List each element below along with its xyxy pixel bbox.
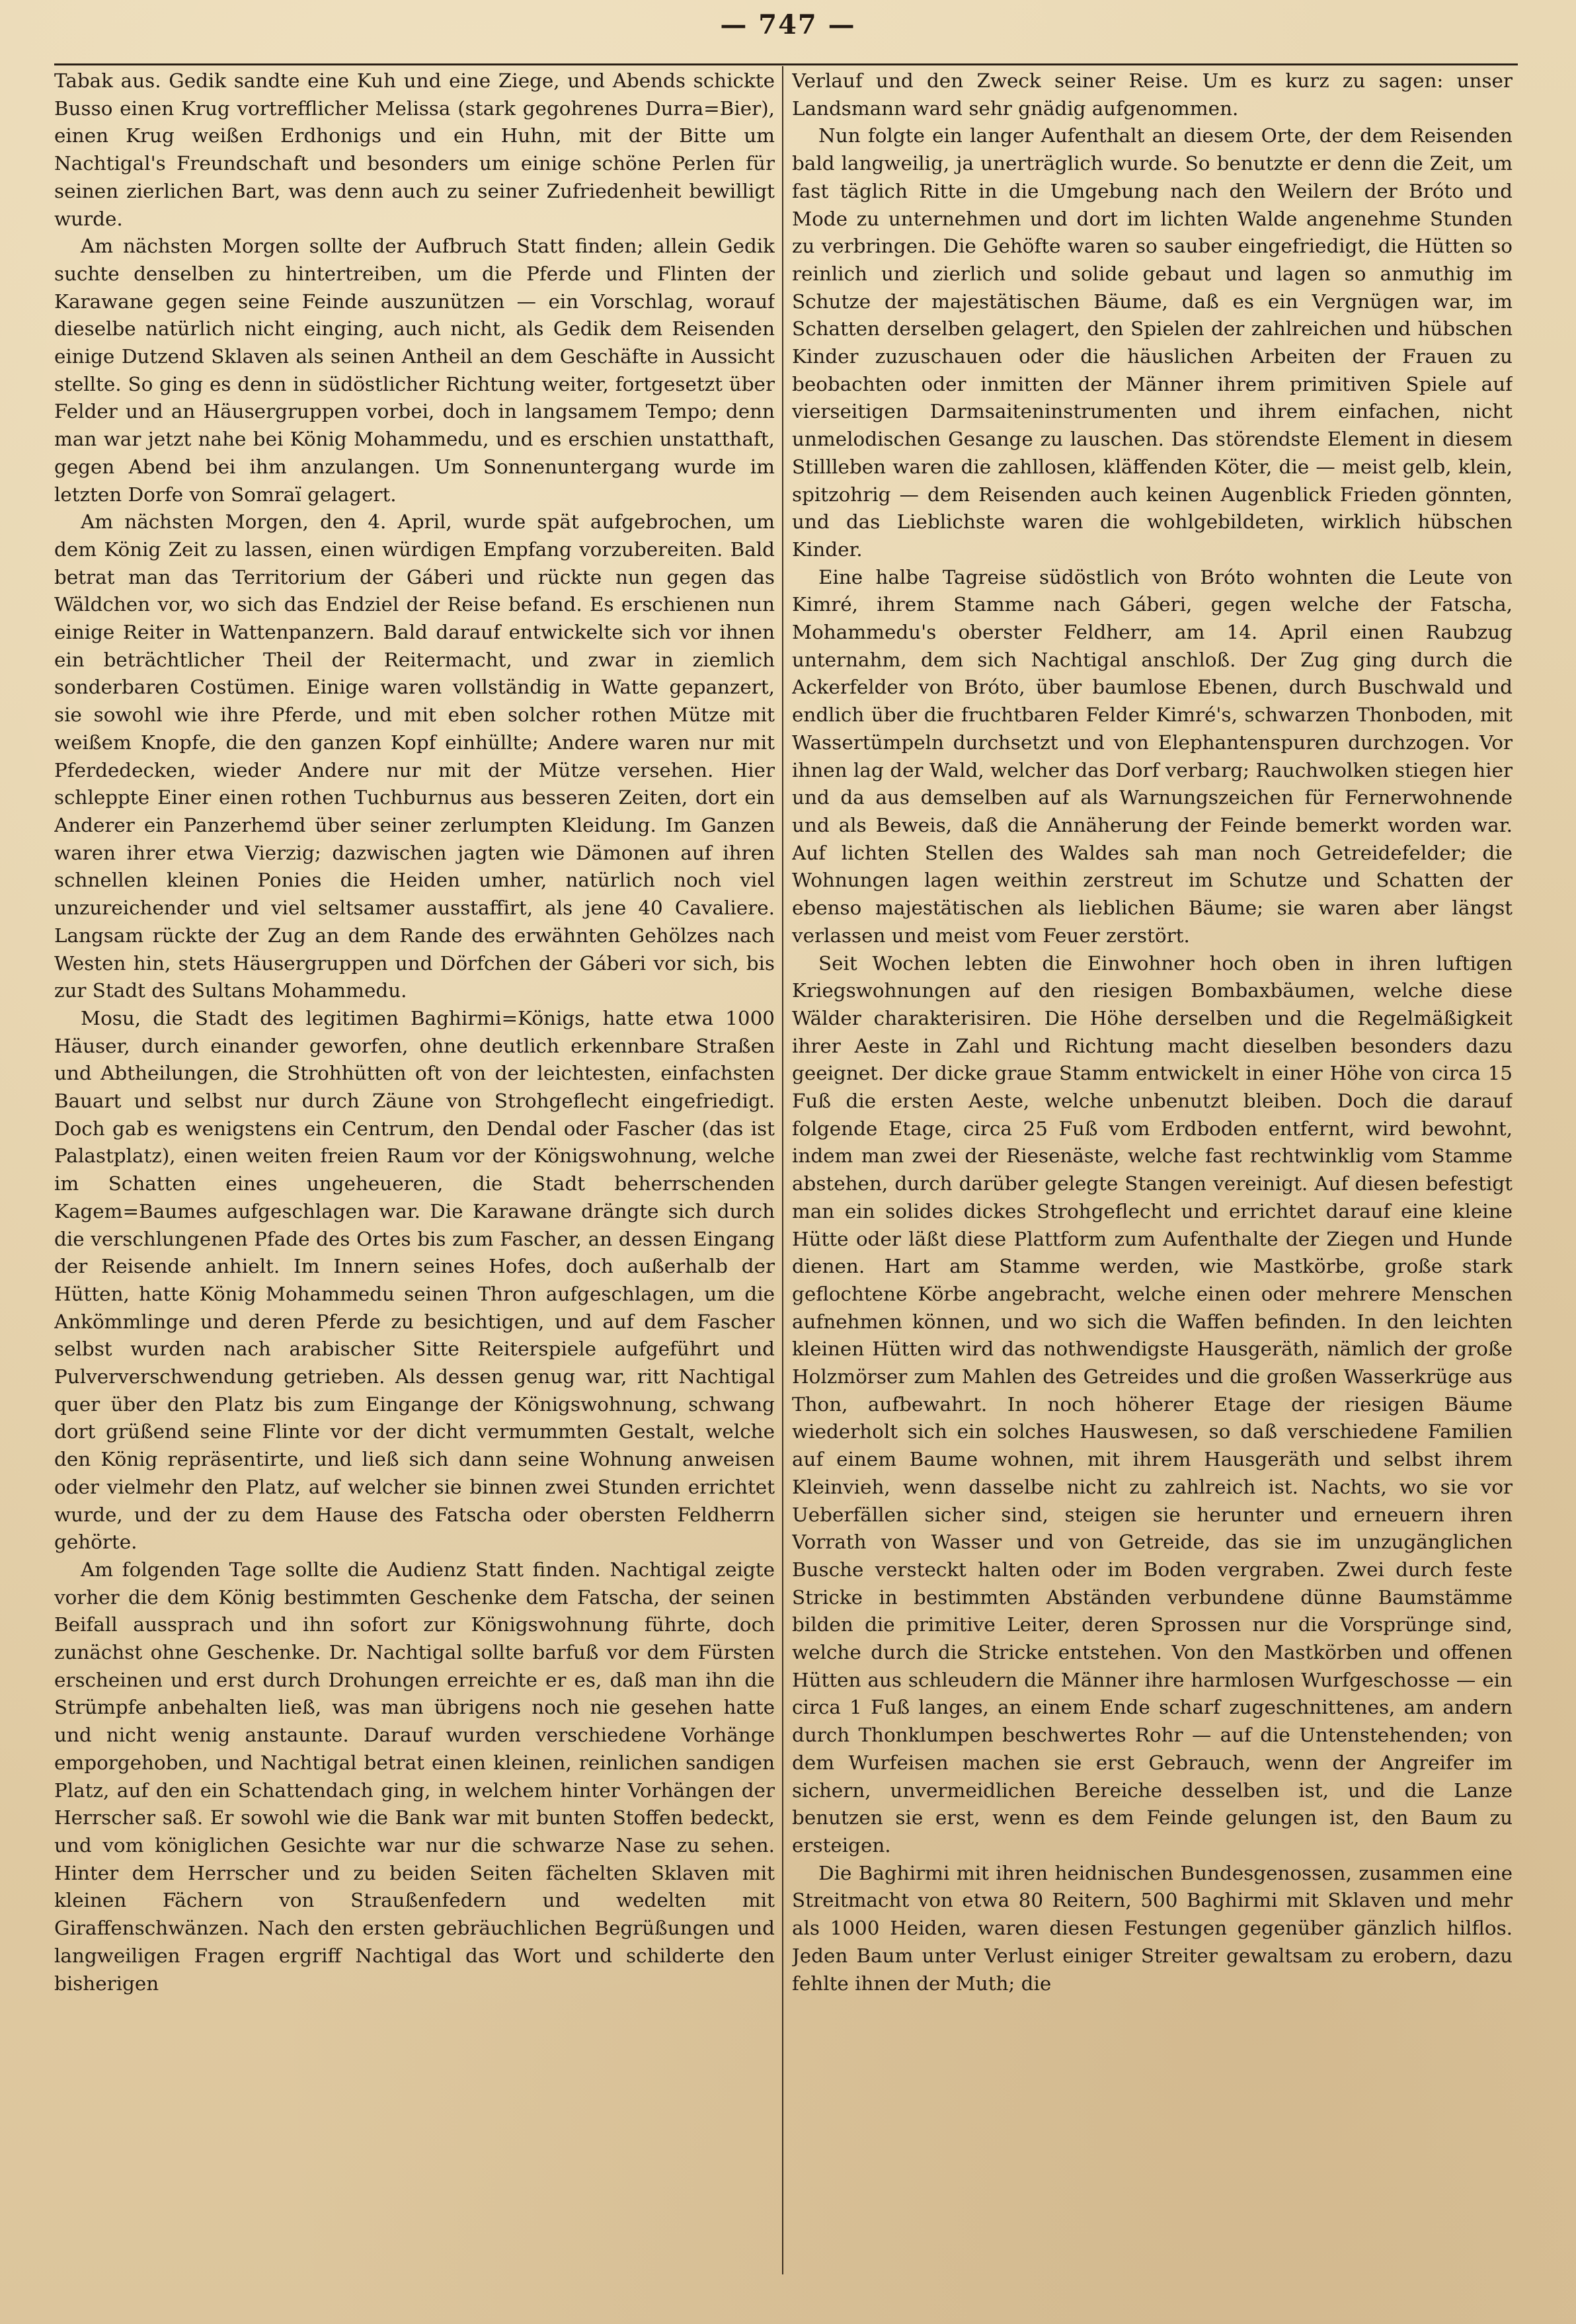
header-rule [54, 63, 1518, 65]
paragraph-left-3: Am nächsten Morgen, den 4. April, wurde spät aufgebrochen, um dem König Zeit zu lassen, einen würdigen Empfang vorzubereiten. Bald betrat man das Territorium der Gáberi und rückte nun gegen das Wäldchen vor, wo sich das Endziel der Reise befand. Es erschienen nun einige Reiter in Wattenpanzern. Bald darauf entwickelte sich vor ihnen ein beträchtlicher Theil der Reitermacht, und zwar in ziemlich sonderbaren Costümen. Einige waren vollständig in Watte gepanzert, sie sowohl wie ihre Pferde, und mit eben solcher rothen Mütze mit weißem Knopfe, die den ganzen Kopf einhüllte; Andere waren nur mit Pferdedecken, wieder Andere nur mit der Mütze versehen. Hier schleppte Einer einen rothen Tuchburnus aus besseren Zeiten, dort ein Anderer ein Panzerhemd über seiner zerlumpten Kleidung. Im Ganzen waren ihrer etwa Vierzig; dazwischen jagten wie Dämonen auf ihren schnellen kleinen Ponies die Heiden umher, natürlich noch viel unzureichender und viel seltsamer ausstaffirt, als jene 40 Cavaliere. Langsam rückte der Zug an dem Rande des erwähnten Gehölzes nach Westen hin, stets Häusergruppen und Dörfchen der Gáberi vor sich, bis zur Stadt des Sultans Mohammedu. [54, 510, 775, 1002]
page-number: — 747 — [720, 9, 856, 40]
paragraph-left-1: Tabak aus. Gedik sandte eine Kuh und eine Ziege, und Abends schickte Busso einen Krug vortrefflicher Melissa (stark gegohrenes Durra=Bier), einen Krug weißen Erdhonigs und ein Huhn, mit der Bitte um Nachtigal's Freundschaft und besonders um einige schöne Perlen für seinen zierlichen Bart, was denn auch zu seiner Zufriedenheit bewilligt wurde. [54, 69, 775, 230]
left-column [54, 67, 775, 2276]
paragraph-right-1: Verlauf und den Zweck seiner Reise. Um es kurz zu sagen: unser Landsmann ward sehr gnädig aufgenommen. [792, 69, 1513, 120]
right-column [792, 67, 1513, 2276]
column-divider [782, 66, 783, 2274]
paragraph-left-2: Am nächsten Morgen sollte der Aufbruch Statt finden; allein Gedik suchte denselben zu hintertreiben, um die Pferde und Flinten der Karawane gegen seine Feinde auszunützen — ein Vorschlag, worauf dieselbe natürlich nicht einging, auch nicht, als Gedik dem Reisenden einige Dutzend Sklaven als seinen Antheil an dem Geschäfte in Aussicht stellte. So ging es denn in südöstlicher Richtung weiter, fortgesetzt über Felder und an Häusergruppen vorbei, doch in langsamem Tempo; denn man war jetzt nahe bei König Mohammedu, und es erschien unstatthaft, gegen Abend bei ihm anzulangen. Um Sonnenuntergang wurde im letzten Dorfe von Somraï gelagert. [54, 235, 775, 506]
paragraph-right-5: Die Baghirmi mit ihren heidnischen Bundesgenossen, zusammen eine Streitmacht von etwa 80 Reitern, 500 Baghirmi mit Sklaven und mehr als 1000 Heiden, waren diesen Festungen gegenüber gänzlich hilflos. Jeden Baum unter Verlust einiger Streiter gewaltsam zu erobern, dazu fehlte ihnen der Muth; die [792, 1861, 1513, 1995]
paragraph-left-4: Mosu, die Stadt des legitimen Baghirmi=Königs, hatte etwa 1000 Häuser, durch einander geworfen, ohne deutlich erkennbare Straßen und Abtheilungen, die Strohhütten oft von der leichtesten, einfachsten Bauart und selbst nur durch Zäune von Strohgeflecht eingefriedigt. Doch gab es wenigstens ein Centrum, den Dendal oder Fascher (das ist Palastplatz), einen weiten freien Raum vor der Königswohnung, welche im Schatten eines ungeheueren, die Stadt beherrschenden Kagem=Baumes aufgeschlagen war. Die Karawane drängte sich durch die verschlungenen Pfade des Ortes bis zum Fascher, an dessen Eingang der Reisende anhielt. Im Innern seines Hofes, doch außerhalb der Hütten, hatte König Mohammedu seinen Thron aufgeschlagen, um die Ankömmlinge und deren Pferde zu besichtigen, und auf dem Fascher selbst wurden nach arabischer Sitte Reiterspiele aufgeführt und Pulververschwendung getrieben. Als dessen genug war, ritt Nachtigal quer über den Platz bis zum Eingange der Königswohnung, schwang dort grüßend seine Flinte vor der dicht vermummten Gestalt, welche den König repräsentirte, und ließ sich dann seine Wohnung anweisen oder vielmehr den Platz, auf welcher sie binnen zwei Stunden errichtet wurde, und der zu dem Hause des Fatscha oder obersten Feldherrn gehörte. [54, 1006, 775, 1554]
paragraph-right-3: Eine halbe Tagreise südöstlich von Bróto wohnten die Leute von Kimré, ihrem Stamme nach Gáberi, gegen welche der Fatscha, Mohammedu's oberster Feldherr, am 14. April einen Raubzug unternahm, dem sich Nachtigal anschloß. Der Zug ging durch die Ackerfelder von Bróto, über baumlose Ebenen, durch Buschwald und endlich über die fruchtbaren Felder Kimré's, schwarzen Thonboden, mit Wassertümpeln durchsetzt und von Elephantenspuren durchzogen. Vor ihnen lag der Wald, welcher das Dorf verbarg; Rauchwolken stiegen hier und da aus demselben auf als Warnungszeichen für Fernerwohnende und als Beweis, daß die Annäherung der Feinde bemerkt worden war. Auf lichten Stellen des Waldes sah man noch Getreidefelder; die Wohnungen lagen weithin zerstreut im Schutze und Schatten der ebenso majestätischen als lieblichen Bäume; sie waren aber längst verlassen und meist vom Feuer zerstört. [792, 565, 1513, 947]
paragraph-right-2: Nun folgte ein langer Aufenthalt an diesem Orte, der dem Reisenden bald langweilig, ja unerträglich wurde. So benutzte er denn die Zeit, um fast täglich Ritte in die Umgebung nach den Weilern der Bróto und Mode zu unternehmen und dort im lichten Walde angenehme Stunden zu verbringen. Die Gehöfte waren so sauber eingefriedigt, die Hütten so reinlich und zierlich und solide gebaut und lagen so anmuthig im Schutze der majestätischen Bäume, daß es ein Vergnügen war, im Schatten derselben gelagert, den Spielen der zahlreichen und hübschen Kinder zuzuschauen oder die häuslichen Arbeiten der Frauen zu beobachten oder inmitten der Männer ihrem primitiven Spiele auf vierseitigen Darmsaiteninstrumenten und ihrem einfachen, nicht unmelodischen Gesange zu lauschen. Das störendste Element in diesem Stillleben waren die zahllosen, kläffenden Köter, die — meist gelb, klein, spitzohrig — dem Reisenden auch keinen Augenblick Frieden gönnten, und das Lieblichste waren die wohlgebildeten, wirklich hübschen Kinder. [792, 124, 1513, 561]
paragraph-right-4: Seit Wochen lebten die Einwohner hoch oben in ihren luftigen Kriegswohnungen auf den riesigen Bombaxbäumen, welche diese Wälder charakterisiren. Die Höhe derselben und die Regelmäßigkeit ihrer Aeste in Zahl und Richtung macht dieselben besonders dazu geeignet. Der dicke graue Stamm entwickelt in einer Höhe von circa 15 Fuß die ersten Aeste, welche unbenutzt bleiben. Doch die darauf folgende Etage, circa 25 Fuß vom Erdboden entfernt, wird bewohnt, indem man zwei der Riesenäste, welche fast rechtwinklig vom Stamme abstehen, durch darüber gelegte Stangen vereinigt. Auf diesen befestigt man ein solides dickes Strohgeflecht und errichtet darauf eine kleine Hütte oder läßt diese Plattform zum Aufenthalte der Ziegen und Hunde dienen. Hart am Stamme werden, wie Mastkörbe, große stark geflochtene Körbe angebracht, welche einen oder mehrere Menschen aufnehmen können, und wo sich die Waffen befinden. In den leichten kleinen Hütten wird das nothwendigste Hausgeräth, nämlich der große Holzmörser zum Mahlen des Getreides und die großen Wasserkrüge aus Thon, aufbewahrt. In noch höherer Etage der riesigen Bäume wiederholt sich ein solches Hauswesen, so daß verschiedene Familien auf einem Baume wohnen, mit ihrem Hausgeräth und selbst ihrem Kleinvieh, wenn dasselbe nicht zu zahlreich ist. Nachts, wo sie vor Ueberfällen sicher sind, steigen sie herunter und erneuern ihren Vorrath von Wasser und von Getreide, das sie im unzugänglichen Busche versteckt halten oder im Boden vergraben. Zwei durch feste Stricke in bestimmten Abständen verbundene dünne Baumstämme bilden die primitive Leiter, deren Sprossen nur die Vorsprünge sind, welche durch die Stricke entstehen. Von den Mastkörben und offenen Hütten aus schleudern die Männer ihre harmlosen Wurfgeschosse — ein circa 1 Fuß langes, an einem Ende scharf zugeschnittenes, am andern durch Thonklumpen beschwertes Rohr — auf die Untenstehenden; von dem Wurfeisen machen sie erst Gebrauch, wenn der Angreifer im sichern, unvermeidlichen Bereiche desselben ist, und die Lanze benutzen sie erst, wenn es dem Feinde gelungen ist, den Baum zu ersteigen. [792, 951, 1513, 1857]
paragraph-left-5: Am folgenden Tage sollte die Audienz Statt finden. Nachtigal zeigte vorher die dem König bestimmten Geschenke dem Fatscha, der seinen Beifall aussprach und ihn sofort zur Königswohnung führte, doch zunächst ohne Geschenke. Dr. Nachtigal sollte barfuß vor dem Fürsten erscheinen und erst durch Drohungen erreichte er es, daß man ihn die Strümpfe anbehalten ließ, was man übrigens noch nie gesehen hatte und nicht wenig anstaunte. Darauf wurden verschiedene Vorhänge emporgehoben, und Nachtigal betrat einen kleinen, reinlichen sandigen Platz, auf den ein Schattendach ging, in welchem hinter Vorhängen der Herrscher saß. Er sowohl wie die Bank war mit bunten Stoffen bedeckt, und vom königlichen Gesichte war nur die schwarze Nase zu sehen. Hinter dem Herrscher und zu beiden Seiten fächelten Sklaven mit kleinen Fächern von Straußenfedern und wedelten mit Giraffenschwänzen. Nach den ersten gebräuchlichen Begrüßungen und langweiligen Fragen ergriff Nachtigal das Wort und schilderte den bisherigen [54, 1558, 775, 1995]
